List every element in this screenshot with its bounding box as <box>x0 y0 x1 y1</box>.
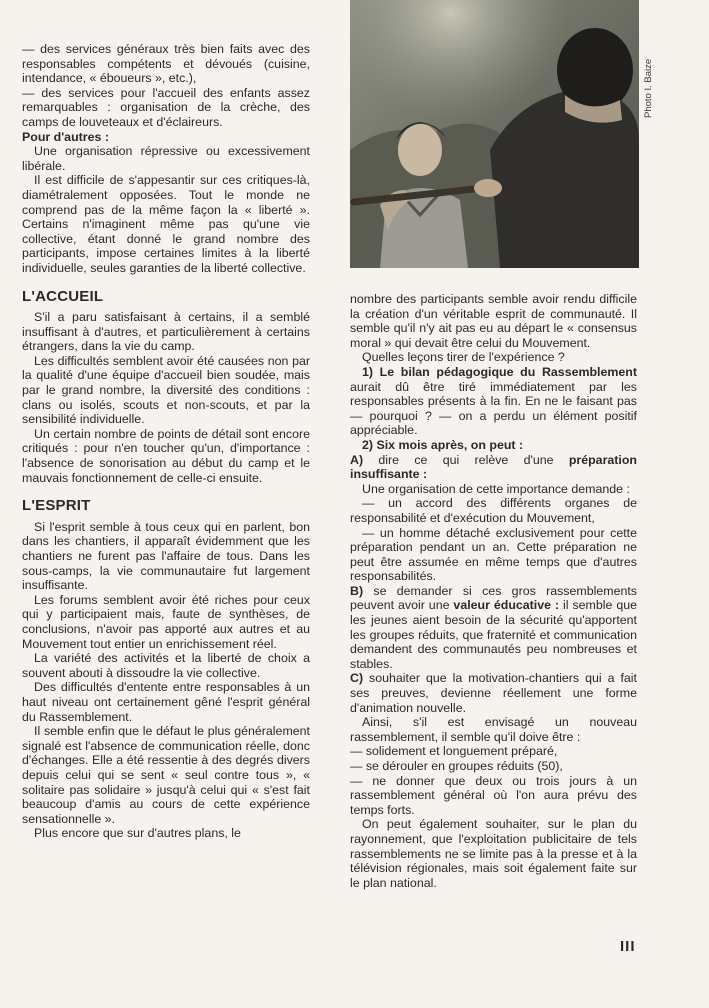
accueil-heading: L'ACCUEIL <box>22 287 104 305</box>
section-b <box>350 584 637 672</box>
esprit-heading: L'ESPRIT <box>22 497 91 515</box>
accueil-paragraph: Un certain nombre de points de détail sont encore critiqués : pour n'en toucher qu'un, d'importance : l'absence de sonorisation au début du camp et le mauvais fonctionnement de celle-ci ensuite. <box>22 426 310 485</box>
esprit-paragraph: Plus encore que sur d'autres plans, le <box>34 826 241 841</box>
point-1-label: 1) Le bilan pédagogique du Rassemblement <box>362 364 637 379</box>
section-a <box>350 453 637 482</box>
photo-credit: Photo I. Baize <box>643 58 654 118</box>
point-2-label: 2) Six mois après, on peut : <box>362 437 524 452</box>
left-column <box>22 42 310 841</box>
esprit-paragraph: Les forums semblent avoir été riches pour ceux qui y participaient mais, faute de synthèses, de conclusions, n'avoir pas apporté aux autres et au Mouvement tout entier un enrichissement réel. <box>22 592 310 651</box>
b-rest: il semble que les jeunes aient besoin de la sécurité qu'apportent les groupes réduits, que fraternité et communication demandent des communautés peu nombreuses et stables. <box>350 598 637 671</box>
esprit-paragraph: Si l'esprit semble à tous ceux qui en parlent, bon dans les chantiers, il apparaît évidemment que les chantiers ne furent pas l'affaire de tous. Dans les sous-camps, la vie communautaire fut largement insuffisante. <box>22 519 310 593</box>
point-1-text: aurait dû être tiré immédiatement par les responsables présents à la fin. En ne le faisant pas — pourquoi ? — on a perdu un élément positif appréciable. <box>350 379 637 438</box>
esprit-paragraph: Des difficultés d'entente entre responsables à un haut niveau ont certainement gêné l'esprit général du Rassemblement. <box>22 680 310 724</box>
a-bold: préparation insuffisante : <box>350 452 637 482</box>
b-text: se demander si ces gros rassemblements peuvent avoir une <box>350 583 637 613</box>
intro-item: — des services pour l'accueil des enfants assez remarquables : organisation de la crèche, des camps de louveteaux et d'éclaireurs. <box>22 85 310 129</box>
section-c <box>350 671 637 715</box>
ainsi-item: — solidement et longuement préparé, <box>350 744 558 759</box>
critiques-paragraph: Il est difficile de s'appesantir sur ces critiques-là, diamétralement opposées. Tout le monde ne comprend pas de la même façon la « liberté ». Certains n'imaginent même pas qu'une vie collective, étant donné le grand nombre des participants, impose certaines limites à la liberté individuelle, seules garanties de la liberté collective. <box>22 173 310 275</box>
ainsi-item: — se dérouler en groupes réduits (50), <box>350 759 563 773</box>
a-item: — un accord des différents organes de responsabilité et d'exécution du Mouvement, <box>350 496 637 525</box>
a-prefix: A) <box>350 452 364 467</box>
pour-autres-label: Pour d'autres : <box>22 129 109 144</box>
c-prefix: C) <box>350 671 364 686</box>
question-line: Quelles leçons tirer de l'expérience ? <box>362 350 565 365</box>
final-paragraph: On peut également souhaiter, sur le plan du rayonnement, que l'exploitation publicitaire de tels rassemblements ne se limite pas à la presse et à la télévision régionales, mais soit également faite sur le plan national. <box>350 817 637 890</box>
point-1 <box>350 365 637 438</box>
a-item: — un homme détaché exclusivement pour cette préparation pendant un an. Cette préparation ne peut être assumée en même temps que d'autres responsabilités. <box>350 525 637 584</box>
photo <box>350 0 639 268</box>
c-text: souhaiter que la motivation-chantiers qui a fait ses preuves, devienne réellement une forme d'animation nouvelle. <box>350 671 637 715</box>
right-column <box>350 292 637 890</box>
intro-item: — des services généraux très bien faits avec des responsables compétents et dévoués (cuisine, intendance, « éboueurs », etc.), <box>22 42 310 86</box>
b-prefix: B) <box>350 583 364 598</box>
ainsi-item: — ne donner que deux ou trois jours à un rassemblement général où l'on aura prévu des temps forts. <box>350 773 637 817</box>
b-bold: valeur éducative : <box>453 598 560 613</box>
a-paragraph: Une organisation de cette importance demande : <box>362 481 630 496</box>
page-number: III <box>620 938 636 955</box>
esprit-paragraph: La variété des activités et la liberté de choix a souvent abouti à dissoudre la vie collective. <box>22 651 310 680</box>
photo-image <box>350 0 639 268</box>
esprit-paragraph: Il semble enfin que le défaut le plus généralement signalé est l'absence de communication réelle, donc d'échanges. Elle a été ressentie à des degrés divers depuis celui qui se sent « seul contre tous », « solitaire pas solidaire » jusqu'à celui qui « s'est fait beaucoup d'amis au cours de cette expérience sensationnelle ». <box>22 724 310 826</box>
accueil-paragraph: Les difficultés semblent avoir été causées non par la qualité d'une équipe d'accueil bien soudée, mais par le grand nombre, la diversité des conditions : clans ou isolés, scouts et non-scouts, et par la sensibilité individuelle. <box>22 353 310 427</box>
ainsi-paragraph: Ainsi, s'il est envisagé un nouveau rassemblement, il semble qu'il doive être : <box>350 715 637 744</box>
a-text: dire ce qui relève d'une <box>363 452 569 467</box>
pour-autres-text: Une organisation répressive ou excessivement libérale. <box>22 144 310 173</box>
continuation-paragraph: nombre des participants semble avoir rendu difficile la création d'un véritable esprit de communauté. Il semble qu'il n'y ait pas eu au départ le « consensus moral » qui devait être celui du Mouvement. <box>350 292 637 350</box>
accueil-paragraph: S'il a paru satisfaisant à certains, il a semblé insuffisant à d'autres, et particulièrement à certains étrangers, dans la vie du camp. <box>22 310 310 354</box>
